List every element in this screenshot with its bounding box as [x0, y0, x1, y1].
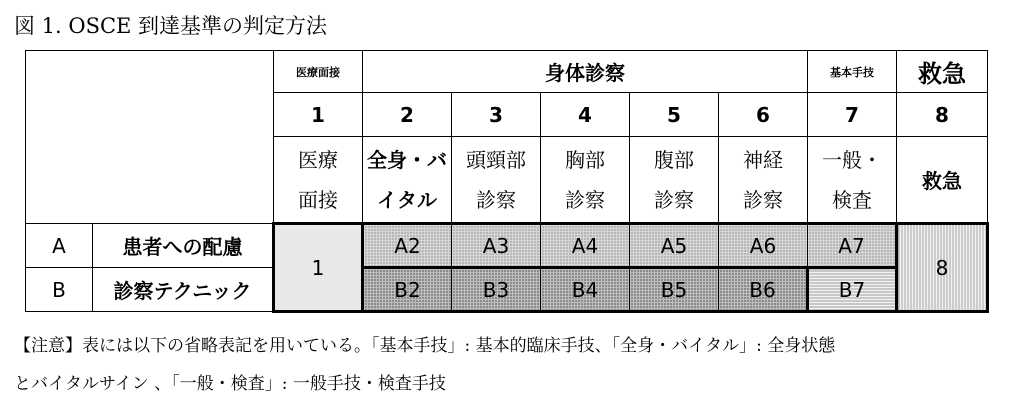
item-chest-line1: 胸部: [565, 147, 605, 172]
header-basic-skills: 基本手技: [808, 51, 897, 93]
item-general-exam: [808, 137, 897, 224]
item-interview-line2: 面接: [298, 187, 338, 212]
item-general-vital-line1: 全身・バ: [367, 147, 447, 172]
item-chest-line2: 診察: [565, 187, 605, 212]
cell-a3: A3: [452, 224, 541, 268]
station-number-5: 5: [630, 93, 719, 137]
row-b-id: B: [26, 268, 93, 312]
row-a-label: 患者への配慮: [93, 224, 274, 268]
cell-b4: B4: [541, 268, 630, 312]
item-neuro-line1: 神経: [743, 147, 783, 172]
item-general-vital: [363, 137, 452, 224]
station-number-3: 3: [452, 93, 541, 137]
item-neuro-line2: 診察: [743, 187, 783, 212]
station-number-6: 6: [719, 93, 808, 137]
cell-b7: B7: [808, 268, 897, 312]
header-interview: 医療面接: [274, 51, 363, 93]
merged-cell-8: 8: [897, 224, 988, 312]
item-head-neck-line1: 頭頸部: [466, 147, 526, 172]
item-abdomen-line1: 腹部: [654, 147, 694, 172]
row-a-id: A: [26, 224, 93, 268]
merged-cell-1: 1: [274, 224, 363, 312]
station-number-7: 7: [808, 93, 897, 137]
station-number-8: 8: [897, 93, 988, 137]
item-general-vital-line2: イタル: [377, 187, 437, 212]
cell-b2: B2: [363, 268, 452, 312]
cell-b3: B3: [452, 268, 541, 312]
item-chest: [541, 137, 630, 224]
station-number-1: 1: [274, 93, 363, 137]
item-general-exam-line2: 検査: [832, 187, 872, 212]
corner-cell: [26, 51, 274, 224]
cell-b6: B6: [719, 268, 808, 312]
item-interview: [274, 137, 363, 224]
cell-b5: B5: [630, 268, 719, 312]
figure-caption: 図 1. OSCE 到達基準の判定方法: [14, 14, 328, 38]
header-emergency: 救急: [897, 51, 988, 93]
item-head-neck-line2: 診察: [476, 187, 516, 212]
osce-criteria-table: [25, 50, 989, 313]
item-general-exam-line1: 一般・: [822, 147, 882, 172]
station-number-4: 4: [541, 93, 630, 137]
cell-a2: A2: [363, 224, 452, 268]
cell-a5: A5: [630, 224, 719, 268]
header-physical-exam: 身体診察: [363, 51, 808, 93]
note-line-2: とバイタルサイン 、「一般・検査」: 一般手技・検査手技: [14, 374, 446, 394]
note-line-1: 【注意】表には以下の省略表記を用いている。「基本手技」: 基本的臨床手技、「全身・バイタル」: 全身状態: [14, 336, 836, 356]
cell-a6: A6: [719, 224, 808, 268]
item-emergency: 救急: [897, 137, 988, 224]
station-number-2: 2: [363, 93, 452, 137]
cell-a7: A7: [808, 224, 897, 268]
item-neuro: [719, 137, 808, 224]
row-b-label: 診察テクニック: [93, 268, 274, 312]
item-interview-line1: 医療: [298, 147, 338, 172]
cell-a4: A4: [541, 224, 630, 268]
item-head-neck: [452, 137, 541, 224]
item-abdomen: [630, 137, 719, 224]
item-abdomen-line2: 診察: [654, 187, 694, 212]
